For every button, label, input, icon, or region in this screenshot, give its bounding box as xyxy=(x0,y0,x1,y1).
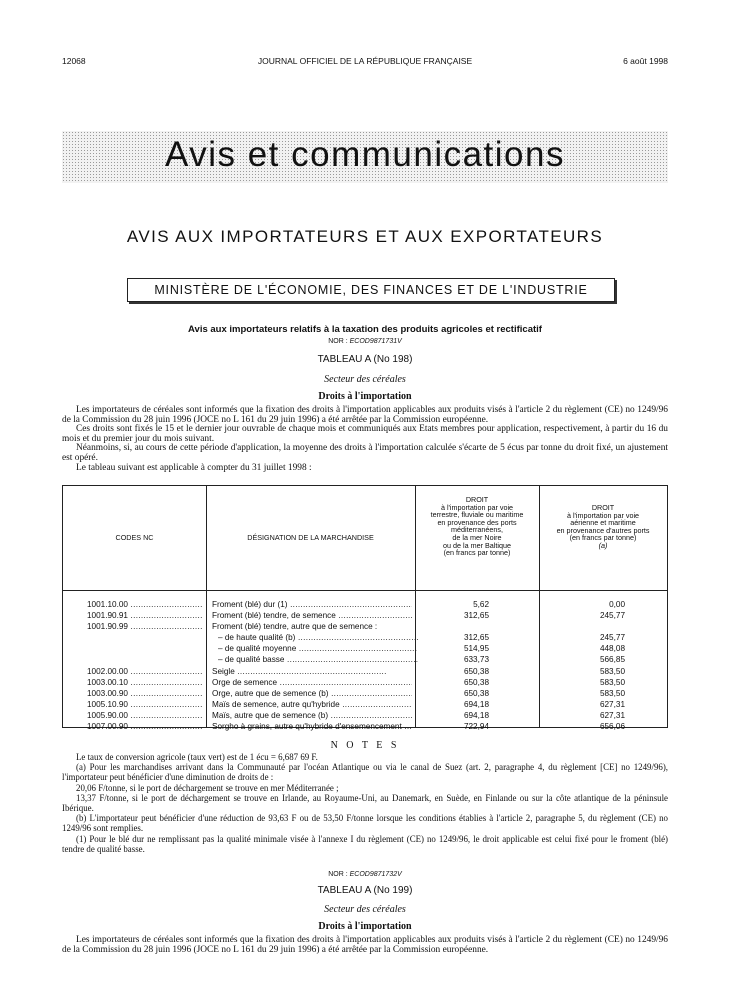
nc-code: 1003.00.10 ..... xyxy=(87,677,203,688)
header-line: DROIT xyxy=(465,495,489,504)
droit-aerienne: 448,08 xyxy=(599,644,625,654)
banner-title: Avis et communications xyxy=(164,135,565,174)
droit-terrestre: 694,18 xyxy=(463,699,489,709)
header-codes-nc: CODES NC xyxy=(115,533,154,542)
designation: Froment (blé) dur (1) ..... xyxy=(212,599,412,610)
nc-code: 1003.00.90 ..... xyxy=(87,688,203,699)
tableau-number: TABLEAU A (No 199) xyxy=(317,885,413,896)
nor-reference xyxy=(62,338,668,345)
intro-text xyxy=(62,936,668,955)
paragraph: Les importateurs de céréales sont informés que la fixation des droits à l'importation applicables aux produits visés à l'article 2 du règlement (CE) no 1249/96 de la Commission du 28 juin 1996 (JOCE no L 161 du 29 juin 1996) a été arrêtée par la Commission européenne. xyxy=(62,935,668,955)
intro-text xyxy=(62,406,668,473)
designation: Orge, autre que de semence (b) ..... xyxy=(212,688,412,699)
table-row xyxy=(63,599,667,610)
designation: – de haute qualité (b) ..... xyxy=(218,632,418,643)
nc-code: 1001.90.99 ..... xyxy=(87,621,203,632)
header-droit-terrestre xyxy=(415,496,539,557)
droit-terrestre: 514,95 xyxy=(463,644,489,654)
ministry-box: MINISTÈRE DE L'ÉCONOMIE, DES FINANCES ET DE L'INDUSTRIE xyxy=(127,278,615,302)
nor-code: ECOD9871731V xyxy=(349,338,402,345)
section-banner xyxy=(62,131,668,183)
note: (1) Pour le blé dur ne remplissant pas la qualité minimale visée à l'annexe I du règlement (CE) no 1249/96, le droit applicable est celui fixé pour le froment (blé) tendre de qualité basse. xyxy=(62,833,668,854)
header-line: en provenance des ports xyxy=(437,517,517,527)
droit-aerienne: 566,85 xyxy=(599,655,625,665)
droit-terrestre: 633,73 xyxy=(463,655,489,665)
droit-aerienne: 583,50 xyxy=(599,677,625,687)
notes-heading: N O T E S xyxy=(330,740,400,751)
note: (a) Pour les marchandises arrivant dans la Communauté par l'océan Atlantique ou via le canal de Suez (art. 2, paragraphe 4, du règlement [CE] no 1249/96), l'importateur peut bénéficier d'une diminution de droits de : xyxy=(62,762,668,783)
nor-code: ECOD9871732V xyxy=(349,871,402,878)
tableau-number: TABLEAU A (No 198) xyxy=(317,354,413,365)
table-row xyxy=(63,710,667,721)
nc-code: 1002.00.00 ..... xyxy=(87,666,203,677)
table-row xyxy=(63,721,667,732)
droit-terrestre: 650,38 xyxy=(463,666,489,676)
section-title: AVIS AUX IMPORTATEURS ET AUX EXPORTATEURS xyxy=(126,227,604,246)
droit-aerienne: 0,00 xyxy=(609,600,625,609)
nc-code: 1005.10.90 ..... xyxy=(87,699,203,710)
paragraph: Le tableau suivant est applicable à compter du 31 juillet 1998 : xyxy=(76,462,312,473)
droits-heading: Droits à l'importation xyxy=(318,391,412,402)
nc-code: 1001.90.91 ..... xyxy=(87,610,203,621)
droit-terrestre: 722,94 xyxy=(463,722,489,732)
nc-code: 1001.10.00 ..... xyxy=(87,599,203,610)
header-line: en provenance d'autres ports xyxy=(556,525,650,535)
page-number: 12068 xyxy=(62,56,86,66)
note: Le taux de conversion agricole (taux vert) est de 1 écu = 6,687 69 F. xyxy=(76,752,318,762)
journal-title: JOURNAL OFFICIEL DE LA RÉPUBLIQUE FRANÇAISE xyxy=(257,56,473,66)
issue-date: 6 août 1998 xyxy=(623,56,668,66)
designation: Orge de semence ..... xyxy=(212,677,412,688)
designation: – de qualité basse ..... xyxy=(218,654,418,665)
paragraph: Les importateurs de céréales sont informés que la fixation des droits à l'importation applicables aux produits visés à l'article 2 du règlement (CE) no 1249/96 de la Commission du 28 juin 1996 (JOCE no L 161 du 29 juin 1996) a été arrêtée par la Commission européenne. xyxy=(62,405,668,425)
droit-aerienne: 656,06 xyxy=(599,722,625,732)
header-line: aérienne et maritime xyxy=(570,518,636,528)
header-line: à l'importation par voie xyxy=(566,510,640,520)
table-row xyxy=(63,621,667,632)
avis-title: Avis aux importateurs relatifs à la taxation des produits agricoles et rectificatif xyxy=(188,324,542,335)
droit-aerienne: 583,50 xyxy=(599,688,625,698)
table-row xyxy=(63,688,667,699)
header-line: DROIT xyxy=(591,503,615,512)
designation: Froment (blé) tendre, de semence ..... xyxy=(212,610,412,621)
designation: – de qualité moyenne ..... xyxy=(218,643,418,654)
table-row xyxy=(63,666,667,677)
droit-aerienne: 627,31 xyxy=(599,710,625,720)
designation: Sorgho à grains, autre qu'hybride d'ensemencement ..... xyxy=(212,721,412,732)
droit-terrestre: 5,62 xyxy=(473,600,489,609)
nc-code: 1007.00.90 ..... xyxy=(87,721,203,732)
droit-terrestre: 694,18 xyxy=(463,710,489,720)
droit-aerienne: 583,50 xyxy=(599,666,625,676)
table-row xyxy=(63,610,667,621)
paragraph: Néanmoins, si, au cours de cette période d'application, la moyenne des droits à l'importation calculée s'écarte de 5 écus par tonne du droit fixé, un ajustement est opéré. xyxy=(62,443,668,463)
designation: Maïs de semence, autre qu'hybride ..... xyxy=(212,699,412,710)
table-row xyxy=(63,654,667,665)
note: 20,06 F/tonne, si le port de déchargement se trouve en mer Méditerranée ; xyxy=(76,782,339,793)
header-line: terrestre, fluviale ou maritime xyxy=(430,510,524,520)
droit-aerienne: 245,77 xyxy=(599,611,625,621)
droit-terrestre: 650,38 xyxy=(463,677,489,687)
designation: Froment (blé) tendre, autre que de semence : xyxy=(212,622,378,632)
secteur-label: Secteur des céréales xyxy=(324,904,406,915)
header-line: (a) xyxy=(598,540,608,550)
table-row xyxy=(63,632,667,643)
notes-text xyxy=(62,752,668,854)
running-header xyxy=(62,56,668,66)
header-line: (en francs par tonne) xyxy=(569,533,637,543)
table-body xyxy=(63,599,667,732)
droit-aerienne: 627,31 xyxy=(599,699,625,709)
header-line: méditerranéens, xyxy=(451,525,503,535)
table-row xyxy=(63,699,667,710)
note: 13,37 F/tonne, si le port de déchargement se trouve en Irlande, au Royaume-Uni, au Danemark, en Suède, en Finlande ou sur la côte atlantique de la péninsule Ibérique. xyxy=(62,792,668,814)
secteur-label: Secteur des céréales xyxy=(324,374,406,385)
droit-terrestre: 650,38 xyxy=(463,688,489,698)
note: (b) L'importateur peut bénéficier d'une réduction de 93,63 F ou de 53,50 F/tonne lorsque les conditions établies à l'article 2, paragraphe 5, du règlement (CE) no 1249/96 sont remplies. xyxy=(62,813,668,834)
nor-label: NOR : xyxy=(328,338,348,345)
nc-code: 1005.90.00 ..... xyxy=(87,710,203,721)
droits-heading: Droits à l'importation xyxy=(318,921,412,932)
droit-aerienne: 245,77 xyxy=(599,633,625,643)
designation: Maïs, autre que de semence (b) ..... xyxy=(212,710,412,721)
nor-label: NOR : xyxy=(328,871,348,878)
header-line: à l'importation par voie xyxy=(440,502,514,512)
header-droit-aerienne xyxy=(539,504,667,550)
duties-table xyxy=(62,485,668,732)
header-line: (en francs par tonne) xyxy=(443,548,511,558)
droit-terrestre: 312,65 xyxy=(463,633,489,643)
droit-terrestre: 312,65 xyxy=(463,611,489,621)
header-rule xyxy=(63,590,667,591)
header-line: ou de la mer Baltique xyxy=(443,540,511,550)
table-row xyxy=(63,643,667,654)
paragraph: Ces droits sont fixés le 15 et le dernier jour ouvrable de chaque mois et communiqués aux Etats membres pour application, respectivement, à partir du 16 du mois et du premier jour du mois suivant. xyxy=(62,424,668,444)
nor-reference xyxy=(62,871,668,878)
header-line: de la mer Noire xyxy=(452,532,502,542)
header-designation: DÉSIGNATION DE LA MARCHANDISE xyxy=(247,533,374,542)
table-row xyxy=(63,677,667,688)
designation: Seigle ..... xyxy=(212,666,412,677)
